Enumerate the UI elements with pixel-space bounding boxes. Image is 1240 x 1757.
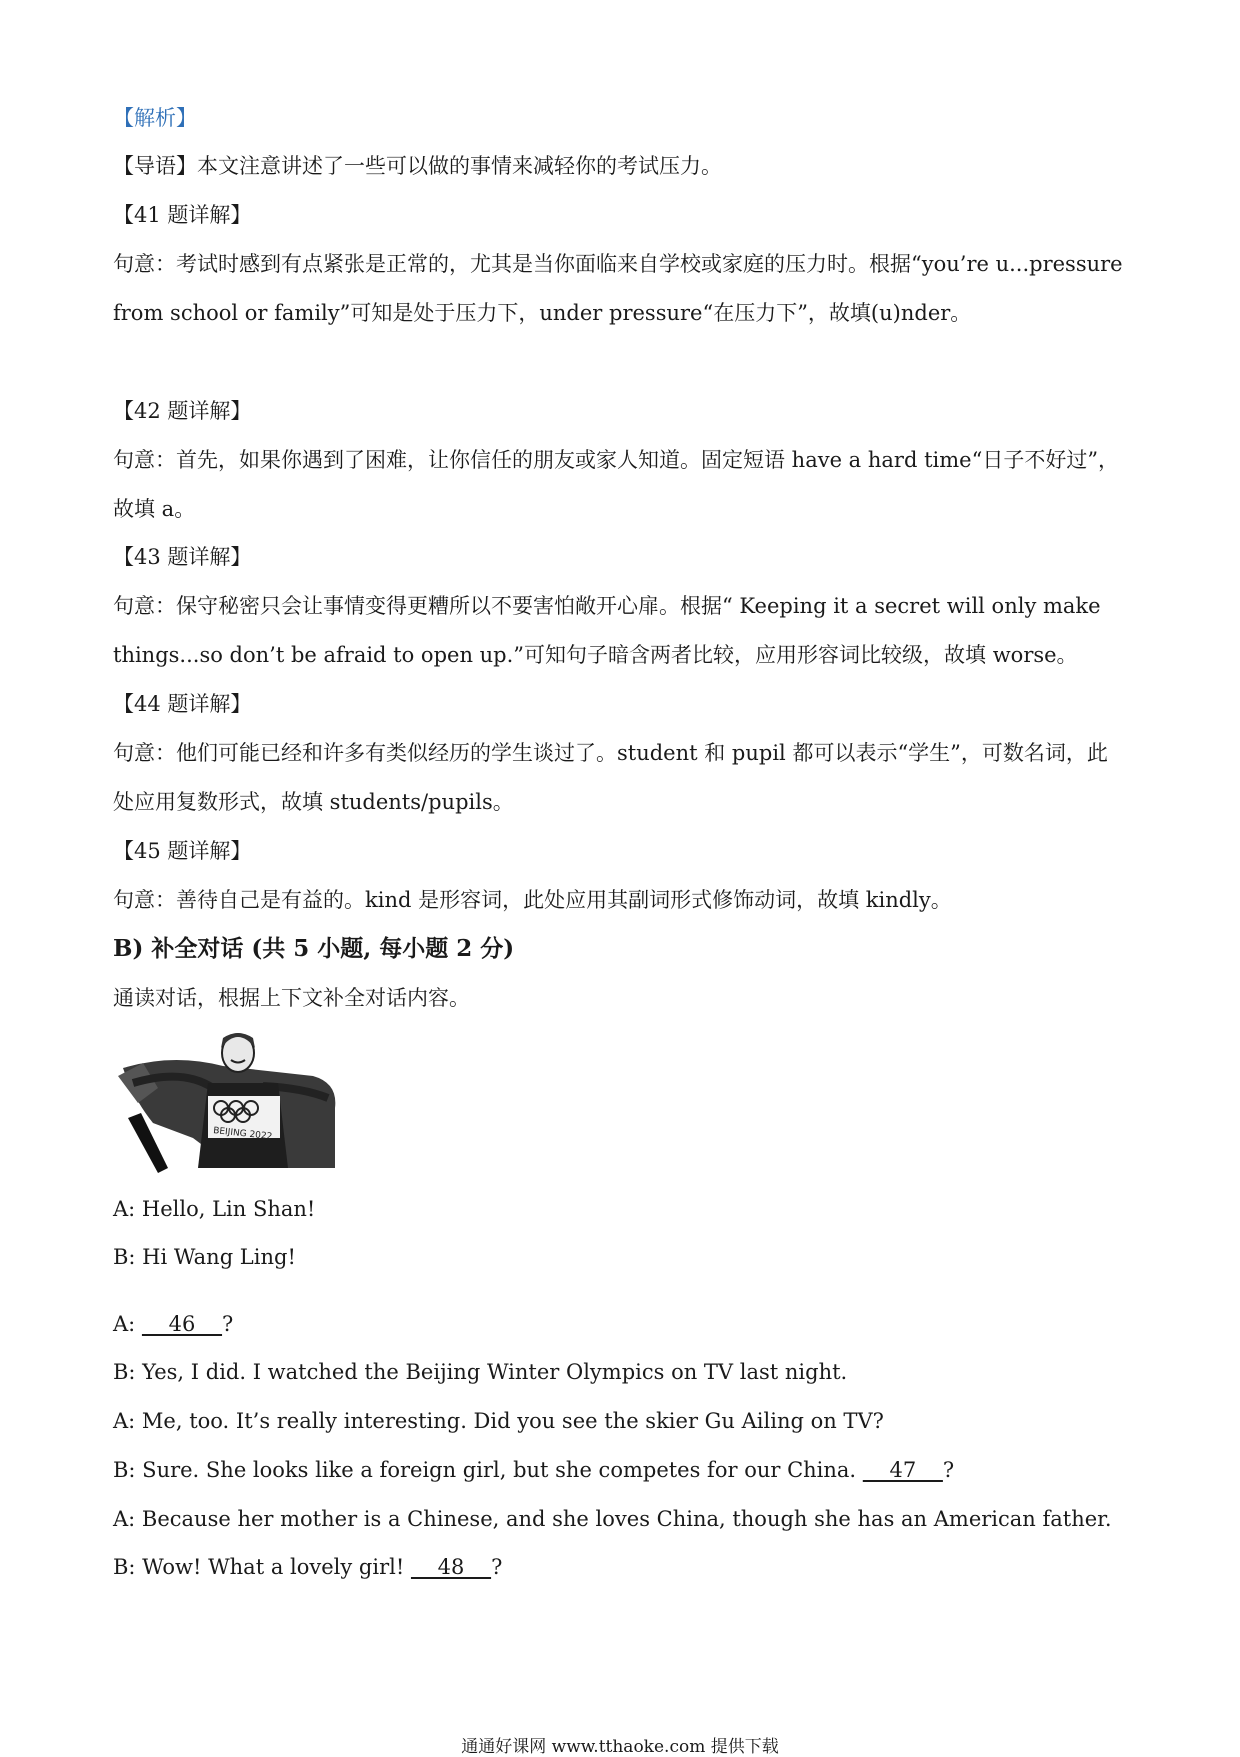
dialogue-line-6 [113,1458,954,1483]
question-mark: ? [491,1555,503,1579]
q44-title: 【44 题详解】 [113,692,252,716]
q41-explanation-line1: 句意：考试时感到有点紧张是正常的，尤其是当你面临来自学校或家庭的压力时。根据“you’re u...pressure [113,252,1123,276]
speaker-a: A: [113,1312,142,1336]
q43-explanation-line2: things...so don’t be afraid to open up.”可知句子暗含两者比较，应用形容词比较级，故填 worse。 [113,643,1078,667]
page-footer: 通通好课网 www.tthaoke.com 提供下载 [461,1737,779,1757]
q41-title: 【41 题详解】 [113,203,252,227]
olympic-skier-photo [113,1028,341,1176]
svg-text:BEIJING 2022: BEIJING 2022 [212,1126,273,1143]
blank-48: 48 [410,1555,492,1579]
section-b-title: B) 补全对话 (共 5 小题, 每小题 2 分) [113,935,515,962]
dialogue-text: B: Wow! What a lovely girl! [113,1555,411,1579]
q43-title: 【43 题详解】 [113,545,252,569]
q42-explanation-line2: 故填 a。 [113,497,196,521]
q42-explanation-line1: 句意：首先，如果你遇到了困难，让你信任的朋友或家人知道。固定短语 have a hard time“日子不好过”， [113,448,1120,472]
dialogue-line-5: A: Me, too. It’s really interesting. Did you see the skier Gu Ailing on TV? [113,1409,884,1433]
dialogue-line-4: B: Yes, I did. I watched the Beijing Winter Olympics on TV last night. [113,1360,848,1384]
dialogue-text: B: Sure. She looks like a foreign girl, but she competes for our China. [113,1458,863,1482]
q41-explanation-line2: from school or family”可知是处于压力下，under pressure“在压力下”，故填(u)nder。 [113,301,972,325]
q44-explanation-line2: 处应用复数形式，故填 students/pupils。 [113,790,514,814]
dialogue-line-7: A: Because her mother is a Chinese, and she loves China, though she has an American father. [113,1507,1112,1531]
analysis-header: 【解析】 [113,106,197,130]
q45-explanation-line1: 句意：善待自己是有益的。kind 是形容词，此处应用其副词形式修饰动词，故填 kindly。 [113,888,952,912]
q42-title: 【42 题详解】 [113,399,252,423]
q43-explanation-line1: 句意：保守秘密只会让事情变得更糟所以不要害怕敞开心扉。根据“ Keeping it a secret will only make [113,594,1101,618]
dialogue-line-1: A: Hello, Lin Shan! [113,1197,316,1221]
intro-text: 【导语】本文注意讲述了一些可以做的事情来减轻你的考试压力。 [113,154,722,178]
q45-title: 【45 题详解】 [113,839,252,863]
question-mark: ? [942,1458,955,1482]
q44-explanation-line1: 句意：他们可能已经和许多有类似经历的学生谈过了。student 和 pupil 都可以表示“学生”，可数名词，此 [113,741,1108,765]
section-b-instruction: 通读对话，根据上下文补全对话内容。 [113,986,470,1010]
dialogue-line-3 [113,1312,233,1337]
blank-46: 46 [141,1312,223,1336]
dialogue-line-2: B: Hi Wang Ling! [113,1245,296,1269]
blank-47: 47 [862,1458,943,1482]
dialogue-line-8 [113,1555,502,1580]
question-mark: ? [222,1312,234,1336]
